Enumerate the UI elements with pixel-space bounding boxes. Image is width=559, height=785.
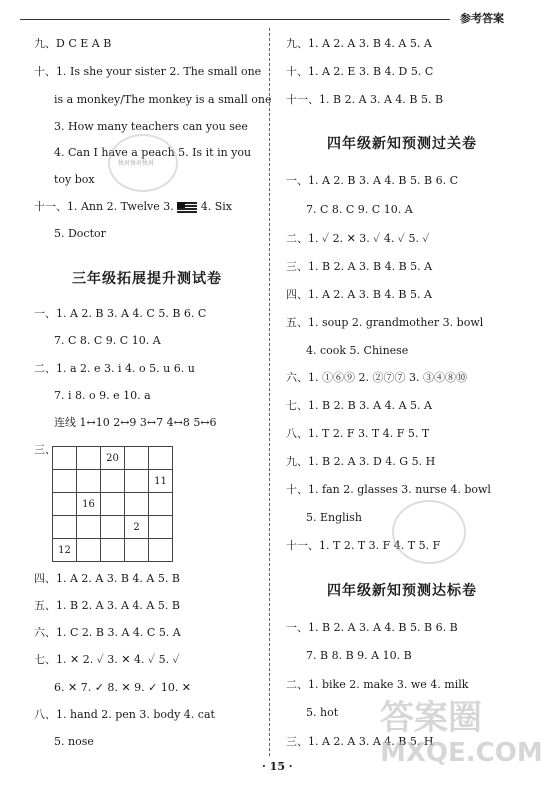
section-title: 四年级新知预测达标卷: [327, 583, 477, 599]
answer-text: 4. Six: [200, 200, 232, 213]
answer-line: 6. ✕ 7. ✓ 8. ✕ 9. ✓ 10. ✕: [54, 681, 192, 694]
answer-line: 7. i 8. o 9. e 10. a: [54, 389, 151, 402]
answer-line: toy box: [54, 173, 95, 186]
answer-line: 二、1. ✓ 2. ✕ 3. ✓ 4. ✓ 5. ✓: [286, 232, 430, 245]
number-grid: [52, 446, 173, 562]
answer-line: 九、D C E A B: [34, 37, 112, 50]
answer-line: 三、: [34, 443, 56, 456]
answer-line: 3. How many teachers can you see: [54, 120, 248, 133]
watermark-domain: MXQE.COM: [380, 738, 543, 768]
answer-line: 九、1. A 2. A 3. B 4. A 5. A: [286, 37, 432, 50]
flag-icon: [177, 202, 197, 213]
answer-line: 三、1. A 2. A 3. A 4. B 5. H: [286, 735, 434, 748]
answer-line: 7. B 8. B 9. A 10. B: [306, 649, 412, 662]
answer-line: is a monkey/The monkey is a small one: [54, 93, 272, 106]
answer-line: 5. nose: [54, 735, 94, 748]
section-title: 三年级拓展提升测试卷: [72, 271, 222, 287]
answer-text: 十一、1. Ann 2. Twelve 3.: [34, 200, 174, 213]
answer-line: 八、1. T 2. F 3. T 4. F 5. T: [286, 427, 430, 440]
answer-line: 七、1. B 2. B 3. A 4. A 5. A: [286, 399, 432, 412]
grid-cell: 2: [125, 516, 149, 539]
answer-line: 四、1. A 2. A 3. B 4. A 5. B: [34, 572, 180, 585]
header-title: 参考答案: [460, 12, 504, 25]
answer-line: 5. English: [306, 511, 362, 524]
answer-line: 二、1. a 2. e 3. i 4. o 5. u 6. u: [34, 362, 195, 375]
answer-line: 二、1. bike 2. make 3. we 4. milk: [286, 678, 469, 691]
answer-line: 4. cook 5. Chinese: [306, 344, 409, 357]
answer-line: 5. Doctor: [54, 227, 106, 240]
header-rule: [20, 19, 450, 20]
answer-line: 十一、1. B 2. A 3. A 4. B 5. B: [286, 93, 444, 106]
answer-line: 7. C 8. C 9. C 10. A: [306, 203, 413, 216]
watermark-text: 答案圈: [380, 698, 482, 738]
column-divider: [269, 28, 270, 756]
answer-line: 十一、1. T 2. T 3. F 4. T 5. F: [286, 539, 441, 552]
answer-line: 十、1. fan 2. glasses 3. nurse 4. bowl: [286, 483, 491, 496]
answer-line: [34, 200, 232, 214]
grid-cell: 20: [101, 447, 125, 470]
stamp-text: 快对快对快对: [118, 160, 155, 167]
answer-line: 一、1. A 2. B 3. A 4. B 5. B 6. C: [286, 174, 458, 187]
stamp-mark: [392, 500, 466, 564]
page-number: · 15 ·: [262, 760, 293, 773]
answer-line: 连线 1↔10 2↔9 3↔7 4↔8 5↔6: [54, 416, 217, 429]
answer-line: 十、1. Is she your sister 2. The small one: [34, 65, 262, 78]
grid-cell: 12: [53, 539, 77, 562]
answer-line: 三、1. B 2. A 3. B 4. B 5. A: [286, 260, 433, 273]
answer-line: 七、1. ✕ 2. ✓ 3. ✕ 4. ✓ 5. ✓: [34, 653, 180, 666]
answer-line: 一、1. A 2. B 3. A 4. C 5. B 6. C: [34, 307, 207, 320]
answer-line: 六、1. C 2. B 3. A 4. C 5. A: [34, 626, 181, 639]
answer-line: 四、1. A 2. A 3. B 4. B 5. A: [286, 288, 432, 301]
answer-line: 九、1. B 2. A 3. D 4. G 5. H: [286, 455, 436, 468]
answer-line: 4. Can I have a peach 5. Is it in you: [54, 146, 252, 159]
answer-line: 五、1. B 2. A 3. A 4. A 5. B: [34, 599, 180, 612]
grid-cell: 16: [77, 493, 101, 516]
answer-line: 5. hot: [306, 706, 339, 719]
answer-line: 十、1. A 2. E 3. B 4. D 5. C: [286, 65, 434, 78]
answer-line: 八、1. hand 2. pen 3. body 4. cat: [34, 708, 215, 721]
answer-line: 五、1. soup 2. grandmother 3. bowl: [286, 316, 484, 329]
grid-cell: 11: [149, 470, 173, 493]
answer-line: 7. C 8. C 9. C 10. A: [54, 334, 161, 347]
section-title: 四年级新知预测过关卷: [327, 136, 477, 152]
answer-line: 六、1. ①⑥⑨ 2. ②⑦⑦ 3. ③④⑧⑩: [286, 371, 467, 384]
answer-line: 一、1. B 2. A 3. A 4. B 5. B 6. B: [286, 621, 458, 634]
